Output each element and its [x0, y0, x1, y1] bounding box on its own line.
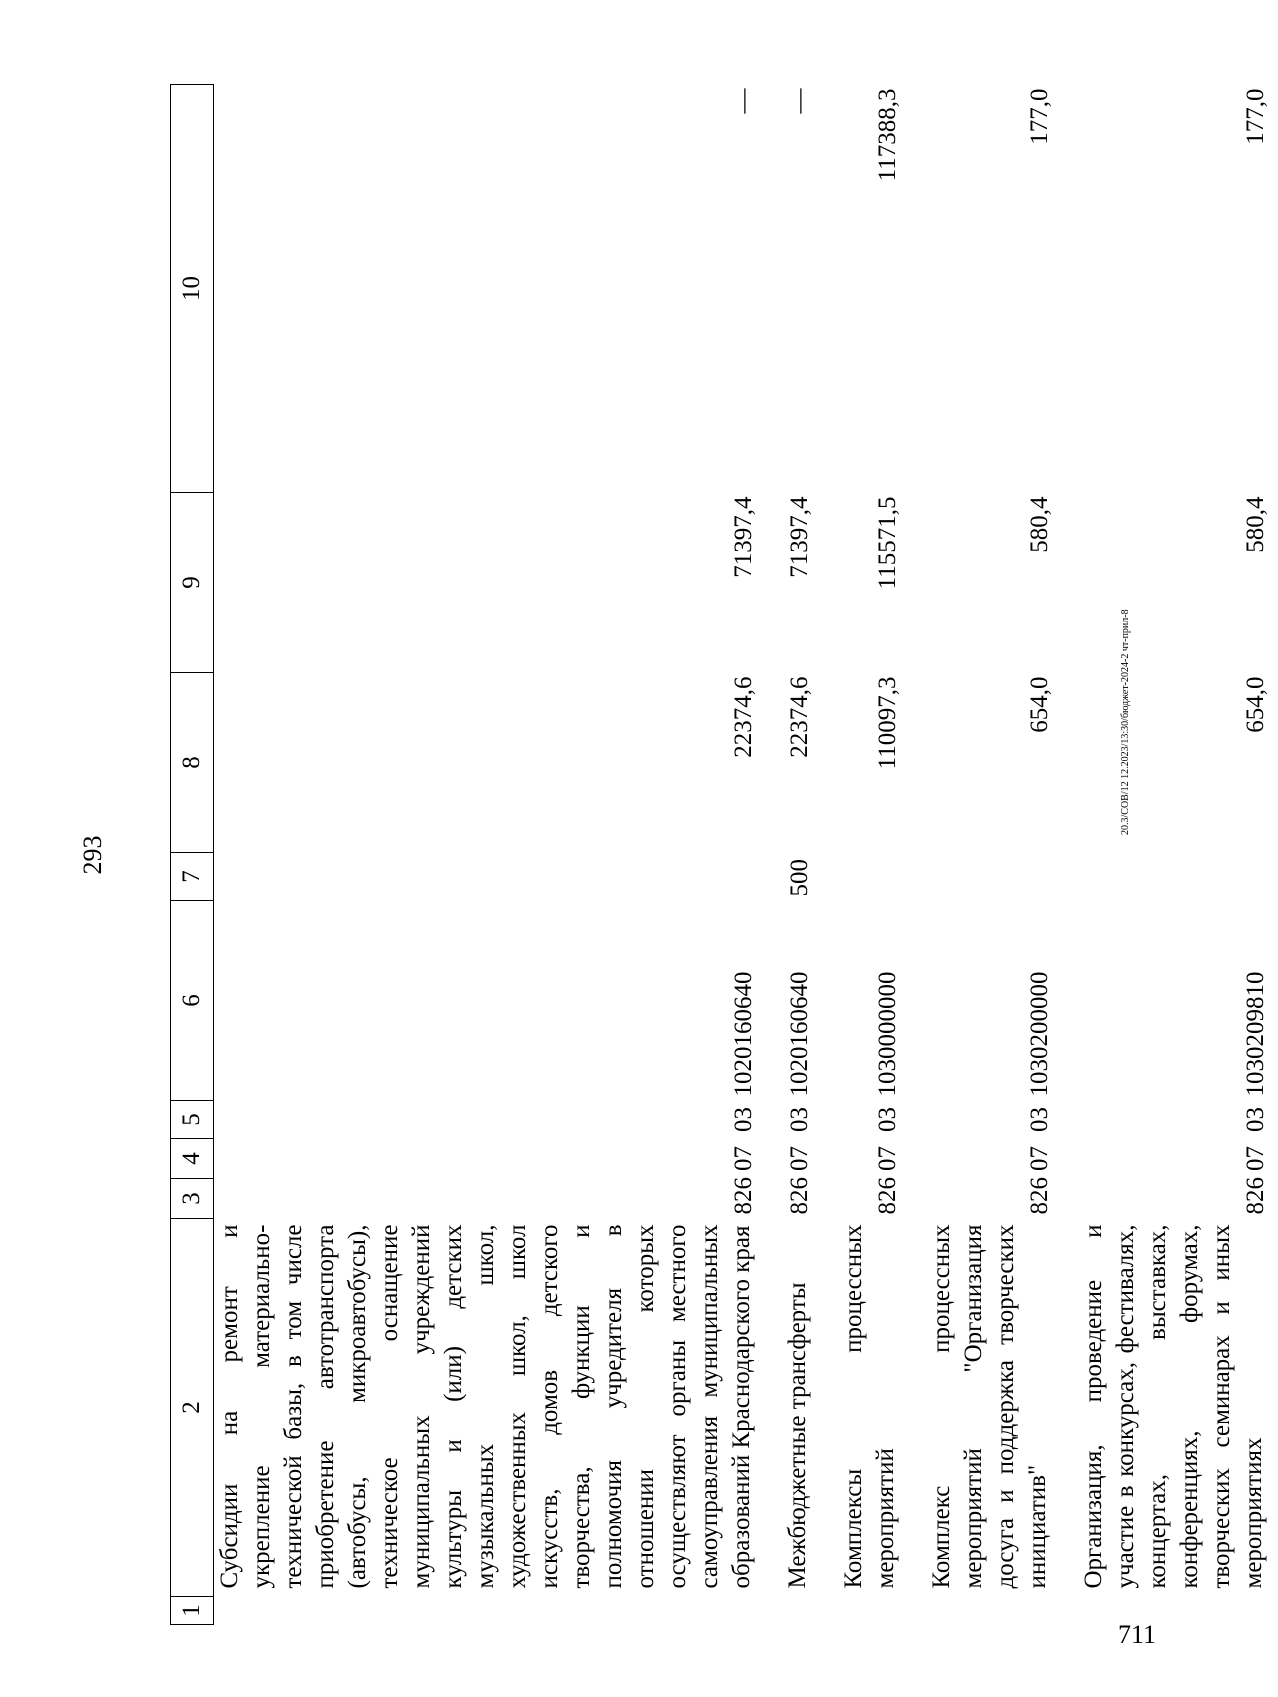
- cell-c6: 1020160640: [786, 971, 813, 1097]
- table-row: [214, 85, 767, 1625]
- budget-table: [170, 84, 1278, 1625]
- page-number: 711: [1118, 1620, 1157, 1649]
- column-header: 5: [171, 1101, 214, 1139]
- document-stamp: 20.3/СОВ/12 12.2023/13:30/бюджет-2024-2 чт-прил-8: [1120, 609, 1131, 835]
- cell-c6: 1020160640: [730, 971, 757, 1097]
- column-header: 2: [171, 1219, 214, 1597]
- column-header: 4: [171, 1139, 214, 1179]
- row-description: Межбюджетные трансферты: [784, 1282, 811, 1589]
- table-row: [926, 85, 1062, 1625]
- cell-c7: [838, 853, 910, 901]
- cell-c4: 07: [874, 1146, 901, 1171]
- cell-c8: 22374,6: [730, 676, 757, 758]
- table-row: [838, 85, 910, 1625]
- cell-c5: 03: [786, 1107, 813, 1132]
- cell-c3: 826: [874, 1177, 901, 1215]
- cell-c8: 654,0: [1026, 676, 1053, 733]
- cell-c5: 03: [1026, 1107, 1053, 1132]
- column-header: 1: [171, 1597, 214, 1625]
- cell-c7: [214, 853, 767, 901]
- table-row: [1078, 85, 1278, 1625]
- cell-c6: 1030209810: [1242, 971, 1269, 1097]
- cell-c4: 07: [786, 1146, 813, 1171]
- cell-c3: 826: [1026, 1177, 1053, 1215]
- cell-c4: 07: [1026, 1146, 1053, 1171]
- header-row: [171, 85, 214, 1625]
- cell-c6: 1030200000: [1026, 971, 1053, 1097]
- cell-c3: 826: [730, 1177, 757, 1215]
- column-header: 10: [171, 85, 214, 493]
- cell-c8: 654,0: [1242, 676, 1269, 733]
- column-header: 9: [171, 493, 214, 673]
- cell-c9: 115571,5: [874, 496, 901, 590]
- cell-c7: 500: [786, 859, 813, 897]
- table-row: [782, 85, 822, 1625]
- cell-c10: —: [730, 88, 757, 114]
- cell-c3: 826: [1242, 1177, 1269, 1215]
- cell-c5: 03: [1242, 1107, 1269, 1132]
- column-header: 3: [171, 1179, 214, 1219]
- cell-c9: 580,4: [1242, 496, 1269, 553]
- cell-c8: 110097,3: [874, 676, 901, 770]
- cell-c9: 71397,4: [730, 496, 757, 578]
- row-description: Организация, проведение и участие в конкурсах, фестивалях, концертах, выставках, конференциях, форумах, творческих семинарах и иных мероприятиях: [1080, 1224, 1267, 1589]
- cell-c10: 177,0: [1026, 88, 1053, 145]
- cell-c9: 580,4: [1026, 496, 1053, 553]
- cell-c8: 22374,6: [786, 676, 813, 758]
- cell-c6: 1030000000: [874, 971, 901, 1097]
- row-description: Комплекс процессных мероприятий "Организация досуга и поддержка творческих инициатив": [928, 1224, 1051, 1589]
- cell-c7: [926, 853, 1062, 901]
- cell-c4: 07: [1242, 1146, 1269, 1171]
- row-description: Комплексы процессных мероприятий: [840, 1224, 899, 1589]
- cell-c9: 71397,4: [786, 496, 813, 578]
- row-description: Субсидии на ремонт и укрепление материально-технической базы, в том числе приобретение автотранспорта (автобусы, микроавтобусы), техническое оснащение муниципальных учреждений культуры и (или) детских музыкальных школ, художественных школ, школ искусств, домов детского творчества, функции и полномочия учредителя в отношении которых осуществляют органы местного самоуправления муниципальных образований Краснодарского края: [216, 1224, 755, 1589]
- cell-c10: —: [786, 88, 813, 114]
- sheet-number: 293: [78, 835, 107, 875]
- column-header: 7: [171, 853, 214, 901]
- column-header: 6: [171, 901, 214, 1101]
- cell-c10: 117388,3: [874, 88, 901, 182]
- column-header: 8: [171, 673, 214, 853]
- cell-c4: 07: [730, 1146, 757, 1171]
- cell-c10: 177,0: [1242, 88, 1269, 145]
- cell-c5: 03: [730, 1107, 757, 1132]
- cell-c3: 826: [786, 1177, 813, 1215]
- cell-c5: 03: [874, 1107, 901, 1132]
- cell-c7: [1078, 853, 1278, 901]
